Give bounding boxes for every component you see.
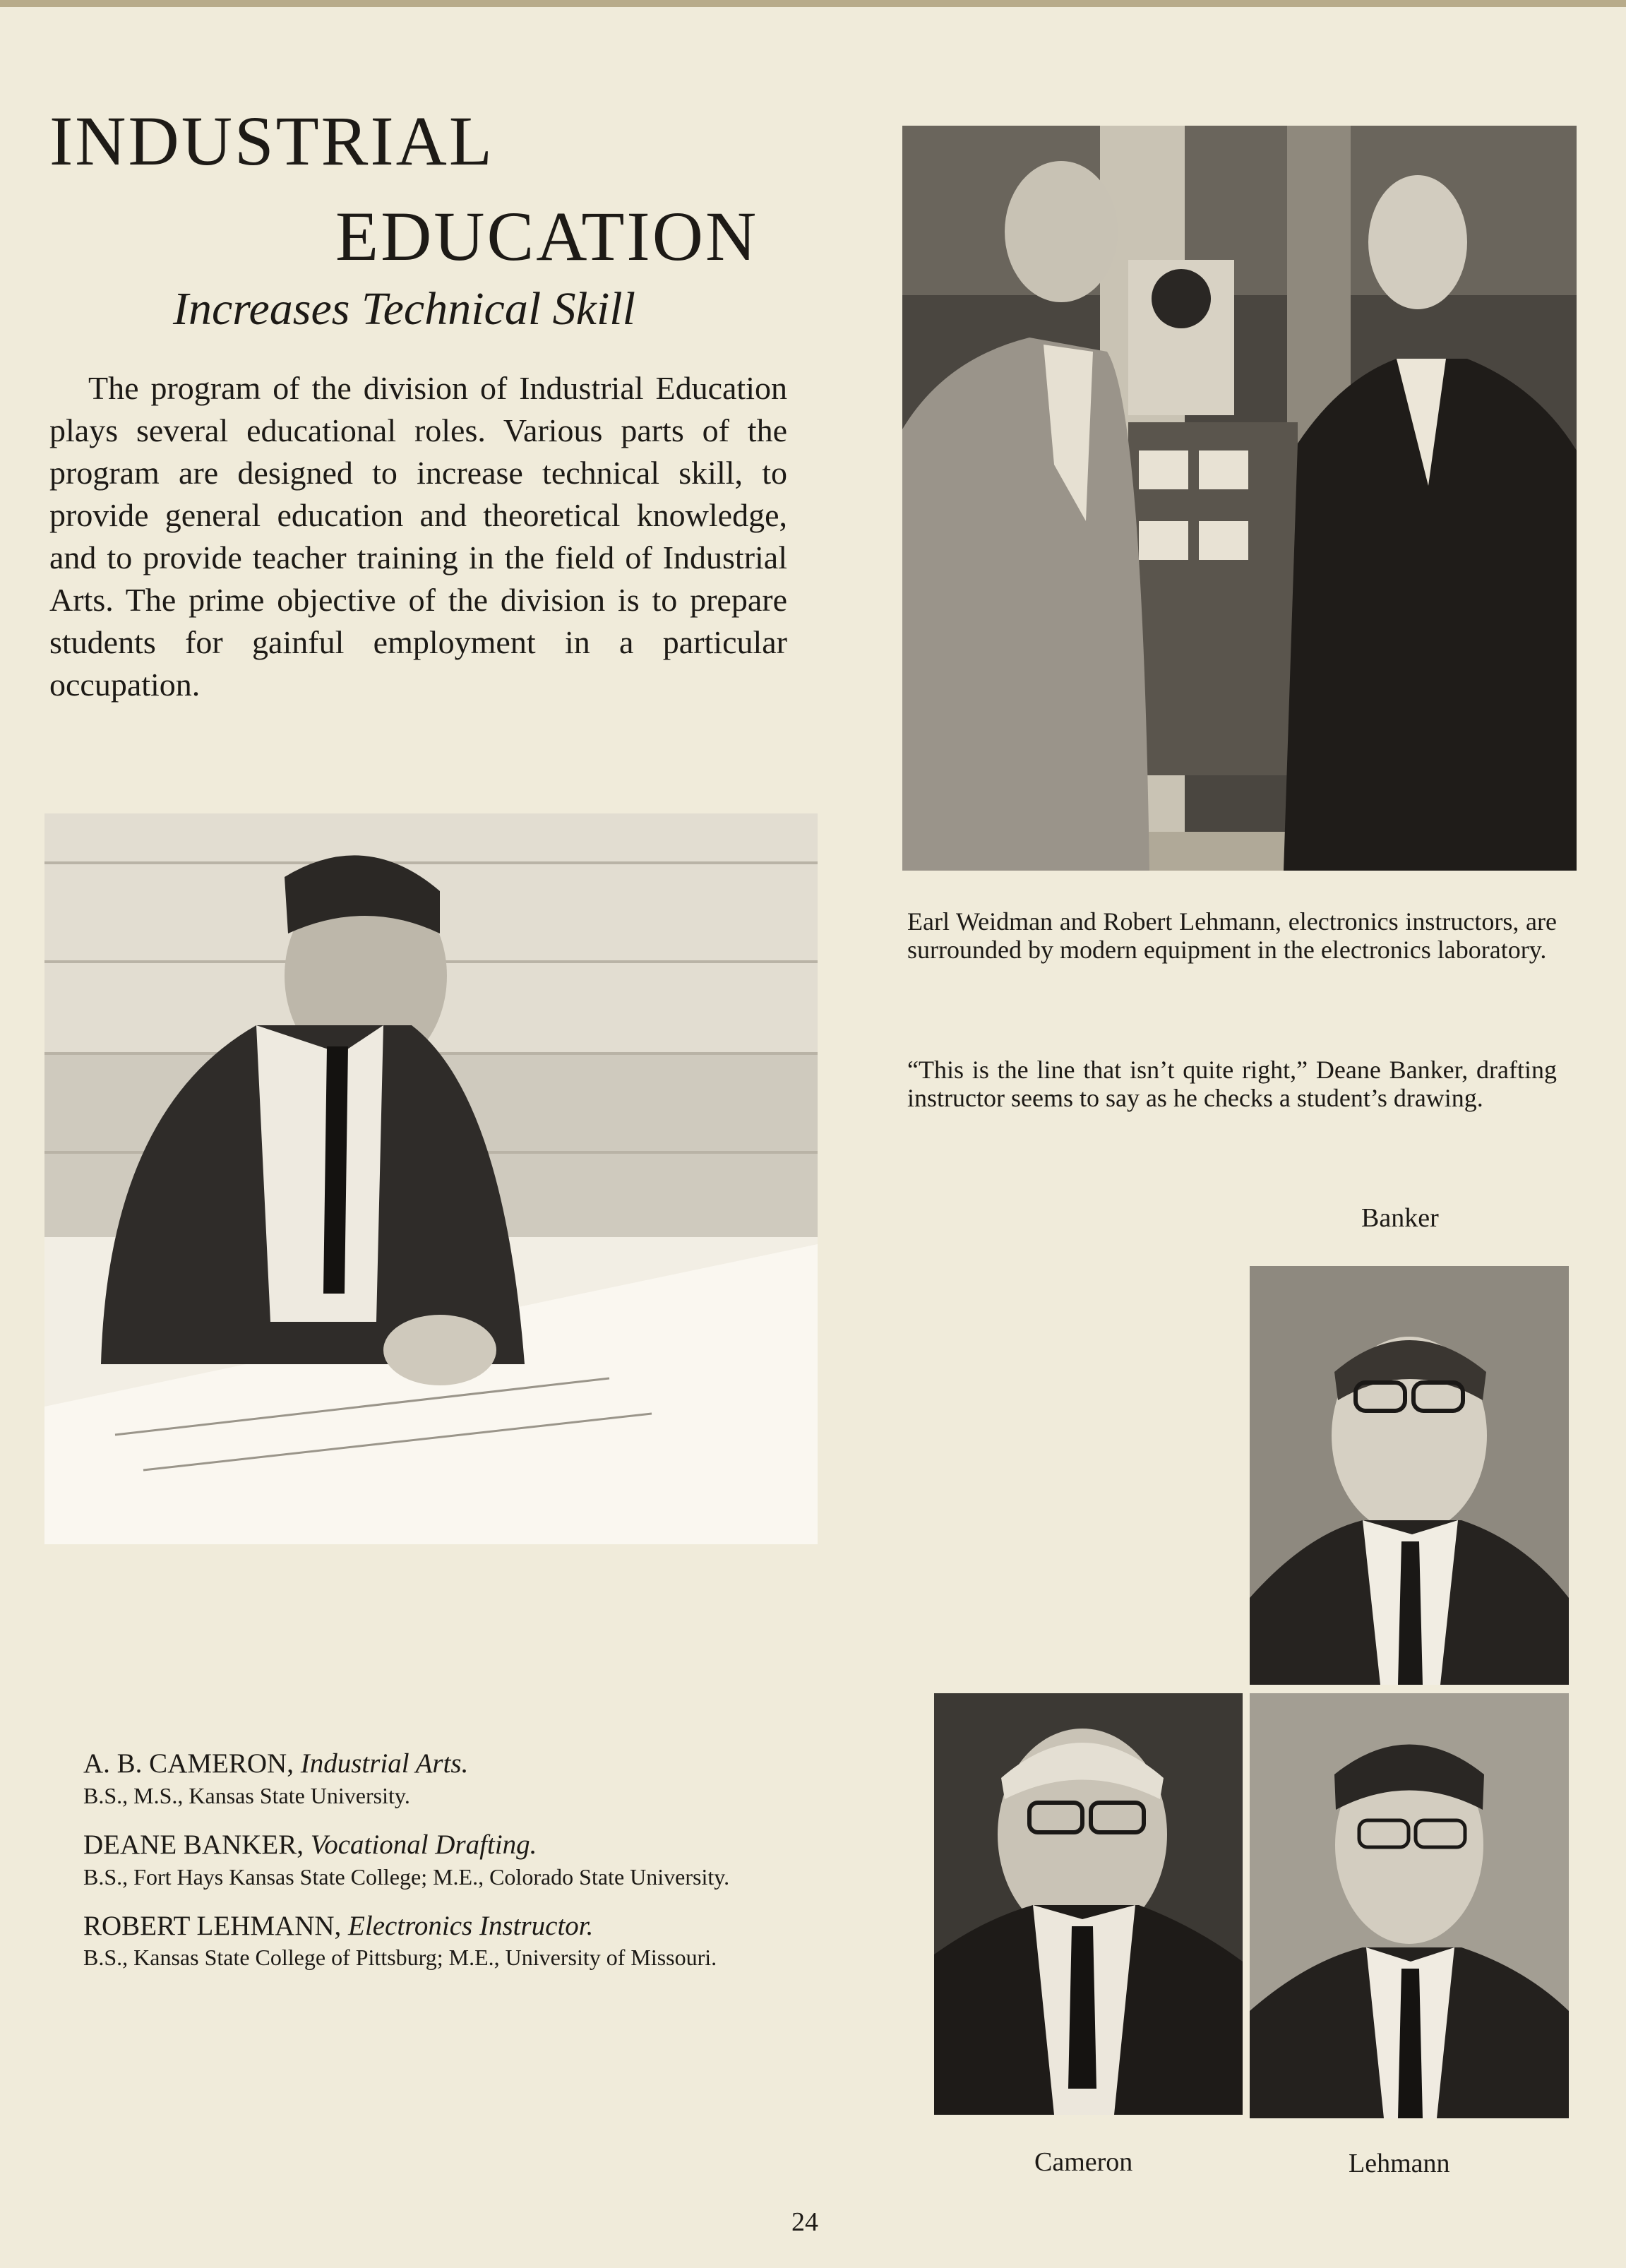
drafting-instructor-photo xyxy=(44,813,818,1544)
faculty-title: Vocational Drafting. xyxy=(310,1829,537,1860)
faculty-degrees: B.S., Fort Hays Kansas State College; M.E., Colorado State University. xyxy=(83,1863,730,1890)
faculty-title: Electronics Instructor. xyxy=(348,1910,594,1941)
cameron-portrait xyxy=(934,1693,1243,2115)
page-title-line-2: EDUCATION xyxy=(335,197,759,275)
page-title-line-1: INDUSTRIAL xyxy=(49,102,494,180)
faculty-entry xyxy=(83,1910,881,1973)
faculty-entry xyxy=(83,1748,881,1810)
page-top-edge xyxy=(0,0,1626,7)
faculty-title: Industrial Arts. xyxy=(300,1748,469,1779)
faculty-name-line xyxy=(83,1748,881,1781)
faculty-list xyxy=(83,1748,881,1972)
banker-portrait xyxy=(1250,1266,1569,1685)
drafting-caption: “This is the line that isn’t quite right,” Deane Banker, drafting instructor seems to say as he checks a student’s drawing. xyxy=(907,1056,1557,1112)
portrait-label-cameron: Cameron xyxy=(1034,2147,1133,2177)
lehmann-portrait xyxy=(1250,1693,1569,2118)
page-subtitle: Increases Technical Skill xyxy=(173,283,635,335)
intro-paragraph: The program of the division of Industrial Education plays several educational roles. Various parts of the program are designed to increase technical skill, to provide general education and theoretical knowledge, and to provide teacher training in the field of Industrial Arts. The prime objective of the division is to prepare students for gainful employment in a particular occupation. xyxy=(49,370,787,703)
faculty-name: DEANE BANKER, xyxy=(83,1829,304,1860)
faculty-name: ROBERT LEHMANN, xyxy=(83,1910,342,1941)
faculty-name: A. B. CAMERON, xyxy=(83,1748,294,1779)
faculty-degrees: B.S., Kansas State College of Pittsburg; M.E., University of Missouri. xyxy=(83,1945,717,1971)
electronics-caption: Earl Weidman and Robert Lehmann, electronics instructors, are surrounded by modern equipment in the electronics laboratory. xyxy=(907,907,1557,964)
electronics-lab-photo xyxy=(902,126,1577,871)
faculty-name-line xyxy=(83,1910,881,1943)
portrait-label-banker: Banker xyxy=(1361,1203,1439,1233)
portrait-label-lehmann: Lehmann xyxy=(1349,2149,1450,2178)
faculty-entry xyxy=(83,1829,881,1892)
page-number: 24 xyxy=(791,2207,818,2237)
faculty-degrees: B.S., M.S., Kansas State University. xyxy=(83,1782,410,1808)
faculty-name-line xyxy=(83,1829,881,1862)
